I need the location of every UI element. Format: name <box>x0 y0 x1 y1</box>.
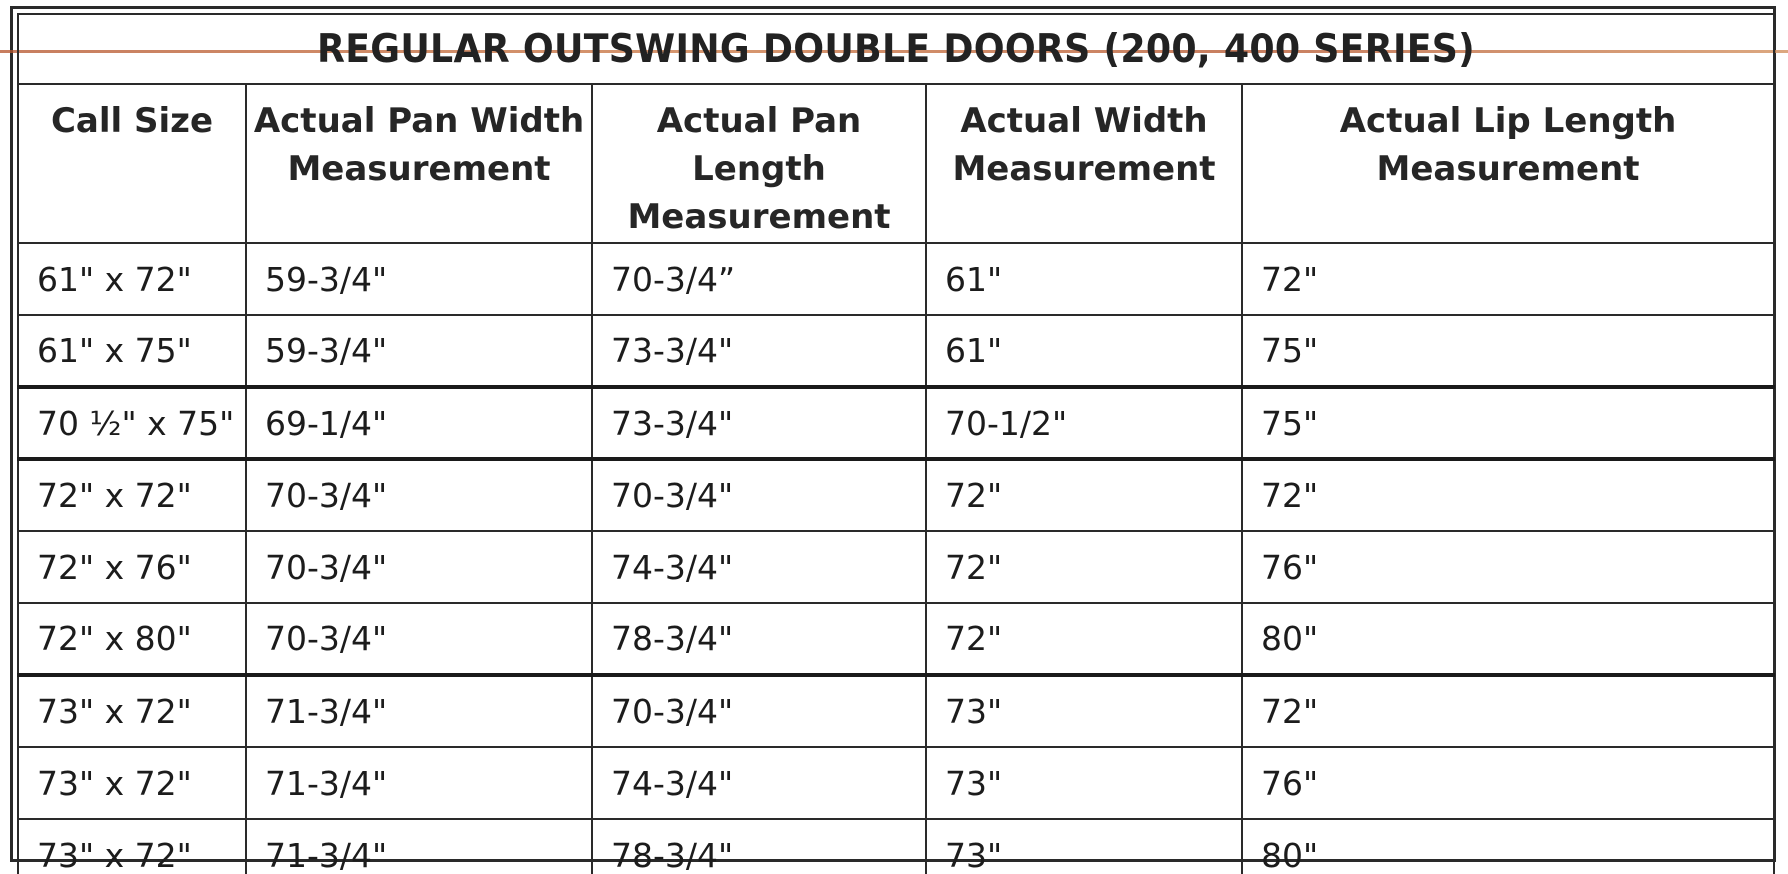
header-line: Measurement <box>627 197 891 237</box>
title-row <box>18 14 1774 84</box>
cell-pan-length: 74-3/4" <box>592 747 926 819</box>
cell-width: 73" <box>926 819 1242 874</box>
table-row <box>18 459 1774 531</box>
cell-width: 70-1/2" <box>926 387 1242 459</box>
cell-pan-length: 70-3/4" <box>592 459 926 531</box>
header-pan-length <box>592 84 926 243</box>
table-row <box>18 243 1774 315</box>
cell-lip-length: 80" <box>1242 603 1774 675</box>
header-line: Actual Pan Width <box>253 101 585 141</box>
cell-width: 61" <box>926 243 1242 315</box>
table-row <box>18 315 1774 387</box>
header-line: Measurement <box>1376 149 1640 189</box>
cell-lip-length: 72" <box>1242 675 1774 747</box>
header-line: Actual Pan Length <box>656 101 862 189</box>
cell-call-size: 61" x 72" <box>18 243 246 315</box>
cell-pan-width: 59-3/4" <box>246 315 592 387</box>
cell-lip-length: 72" <box>1242 243 1774 315</box>
table-row <box>18 819 1774 874</box>
cell-pan-length: 78-3/4" <box>592 819 926 874</box>
table-title: REGULAR OUTSWING DOUBLE DOORS (200, 400 SERIES) <box>79 14 1712 84</box>
cell-width: 61" <box>926 315 1242 387</box>
cell-call-size: 72" x 76" <box>18 531 246 603</box>
cell-pan-width: 59-3/4" <box>246 243 592 315</box>
cell-pan-width: 71-3/4" <box>246 819 592 874</box>
cell-pan-width: 70-3/4" <box>246 459 592 531</box>
header-line: Measurement <box>287 149 551 189</box>
cell-lip-length: 76" <box>1242 747 1774 819</box>
cell-call-size: 73" x 72" <box>18 747 246 819</box>
cell-pan-width: 69-1/4" <box>246 387 592 459</box>
cell-call-size: 72" x 72" <box>18 459 246 531</box>
cell-pan-length: 73-3/4" <box>592 315 926 387</box>
cell-lip-length: 75" <box>1242 315 1774 387</box>
door-size-table <box>17 13 1775 874</box>
cell-call-size: 72" x 80" <box>18 603 246 675</box>
cell-pan-width: 71-3/4" <box>246 675 592 747</box>
table-row <box>18 675 1774 747</box>
header-lip-length <box>1242 84 1774 243</box>
cell-lip-length: 72" <box>1242 459 1774 531</box>
cell-pan-length: 70-3/4" <box>592 675 926 747</box>
cell-pan-width: 70-3/4" <box>246 531 592 603</box>
table-row <box>18 603 1774 675</box>
table-row <box>18 531 1774 603</box>
cell-call-size: 73" x 72" <box>18 819 246 874</box>
cell-pan-length: 78-3/4" <box>592 603 926 675</box>
cell-width: 73" <box>926 675 1242 747</box>
cell-width: 73" <box>926 747 1242 819</box>
header-pan-width <box>246 84 592 243</box>
cell-lip-length: 75" <box>1242 387 1774 459</box>
cell-call-size: 73" x 72" <box>18 675 246 747</box>
cell-pan-length: 73-3/4" <box>592 387 926 459</box>
cell-width: 72" <box>926 459 1242 531</box>
header-width <box>926 84 1242 243</box>
header-row <box>18 84 1774 243</box>
table-row <box>18 747 1774 819</box>
cell-pan-width: 71-3/4" <box>246 747 592 819</box>
cell-width: 72" <box>926 531 1242 603</box>
cell-lip-length: 80" <box>1242 819 1774 874</box>
cell-pan-length: 74-3/4" <box>592 531 926 603</box>
cell-width: 72" <box>926 603 1242 675</box>
header-line: Actual Width <box>960 101 1208 141</box>
cell-lip-length: 76" <box>1242 531 1774 603</box>
header-line: Call Size <box>50 101 214 141</box>
cell-call-size: 61" x 75" <box>18 315 246 387</box>
header-line: Actual Lip Length <box>1339 101 1677 141</box>
cell-pan-length: 70-3/4” <box>592 243 926 315</box>
header-call-size <box>18 84 246 243</box>
table-row <box>18 387 1774 459</box>
header-line: Measurement <box>952 149 1216 189</box>
cell-pan-width: 70-3/4" <box>246 603 592 675</box>
cell-call-size: 70 ½" x 75" <box>18 387 246 459</box>
